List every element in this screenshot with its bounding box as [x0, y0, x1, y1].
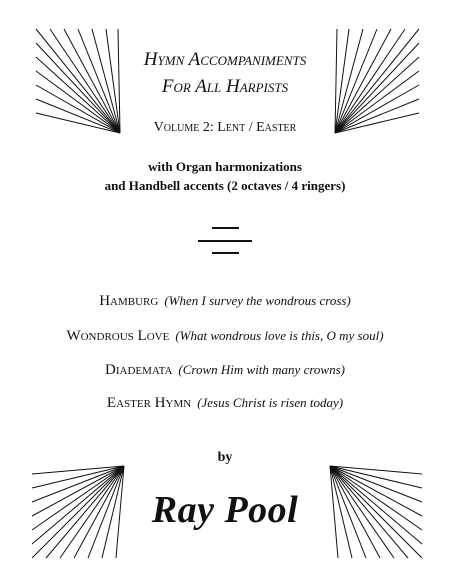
subtitle-line-2: and Handbell accents (2 octaves / 4 ringers) — [104, 178, 346, 193]
hymn-name: Diademata — [105, 362, 173, 378]
title-line-2: For All Harpists — [161, 76, 289, 97]
hymn-description: (Crown Him with many crowns) — [178, 362, 345, 377]
hymn-item — [0, 328, 450, 345]
hymn-name: Easter Hymn — [106, 395, 192, 411]
hymn-item — [0, 293, 450, 310]
by-label: by — [217, 450, 233, 465]
hymn-name: Wondrous Love — [66, 328, 170, 344]
hymn-item — [0, 395, 450, 412]
hymn-item — [0, 362, 450, 379]
hymn-description: (Jesus Christ is risen today) — [197, 395, 344, 410]
ornament-rule-bottom — [212, 252, 239, 254]
title-line-1: Hymn Accompaniments — [143, 49, 307, 70]
ornament-rule-top — [212, 227, 239, 229]
author-name: Ray Pool — [151, 489, 299, 531]
volume-heading: Volume 2: Lent / Easter — [153, 120, 297, 135]
hymn-description: (When I survey the wondrous cross) — [164, 293, 351, 308]
ornament-rule-middle — [198, 240, 252, 242]
hymn-name: Hamburg — [99, 293, 159, 309]
subtitle-line-1: with Organ harmonizations — [148, 159, 302, 174]
hymn-description: (What wondrous love is this, O my soul) — [175, 328, 384, 343]
